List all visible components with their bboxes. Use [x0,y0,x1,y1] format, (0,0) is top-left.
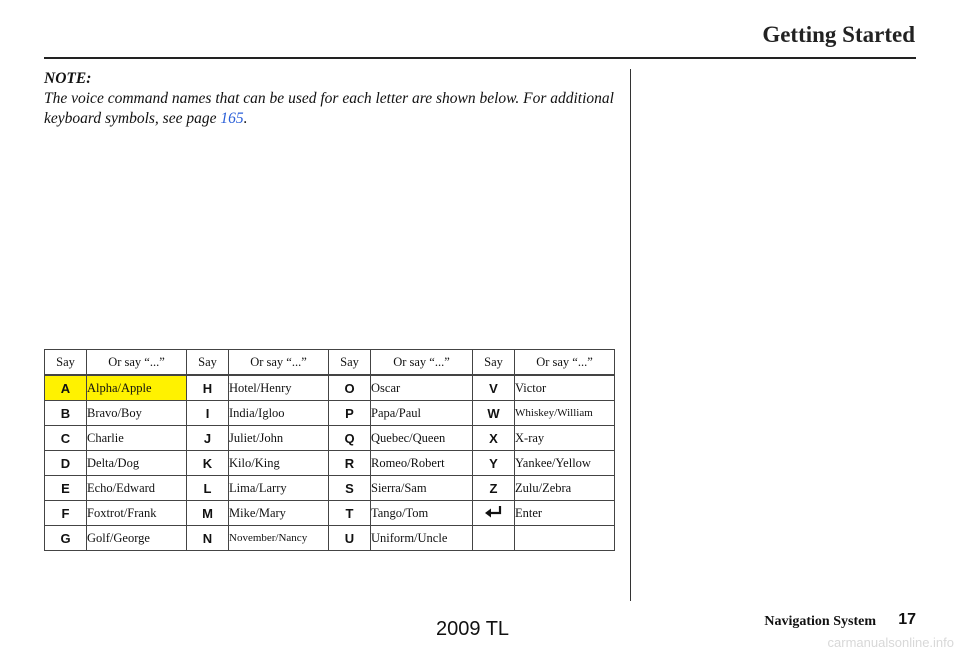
letter-f: F [45,501,87,526]
word-m: Mike/Mary [229,501,329,526]
letter-y: Y [473,451,515,476]
header-say: Say [473,350,515,376]
word-l: Lima/Larry [229,476,329,501]
note-block [44,69,624,129]
word-b: Bravo/Boy [87,401,187,426]
table-row [45,451,615,476]
word-f: Foxtrot/Frank [87,501,187,526]
word-c: Charlie [87,426,187,451]
table-row [45,476,615,501]
page-link[interactable]: 165 [220,110,244,127]
watermark: carmanualsonline.info [827,635,954,650]
letter-z: Z [473,476,515,501]
word-h: Hotel/Henry [229,375,329,401]
header-or-say: Or say “...” [515,350,615,376]
letter-j: J [187,426,229,451]
column-divider [630,69,631,601]
header-say: Say [187,350,229,376]
letter-a: A [45,375,87,401]
letter-t: T [329,501,371,526]
empty-cell [473,526,515,551]
footer-model: 2009 TL [436,618,510,640]
word-a: Alpha/Apple [87,375,187,401]
word-y: Yankee/Yellow [515,451,615,476]
table-row [45,401,615,426]
word-p: Papa/Paul [371,401,473,426]
word-x: X-ray [515,426,615,451]
note-heading: NOTE: [44,70,92,87]
table-header-row [45,350,615,376]
word-k: Kilo/King [229,451,329,476]
header-say: Say [45,350,87,376]
empty-cell [515,526,615,551]
table-row [45,426,615,451]
letter-m: M [187,501,229,526]
voice-letter-table [44,349,615,551]
letter-d: D [45,451,87,476]
word-g: Golf/George [87,526,187,551]
table-row [45,526,615,551]
word-w: Whiskey/William [515,401,615,426]
letter-p: P [329,401,371,426]
word-d: Delta/Dog [87,451,187,476]
word-q: Quebec/Queen [371,426,473,451]
table-row [45,501,615,526]
letter-u: U [329,526,371,551]
letter-s: S [329,476,371,501]
note-end: . [243,110,248,127]
word-o: Oscar [371,375,473,401]
section-title: Getting Started [762,22,915,47]
letter-x: X [473,426,515,451]
letter-n: N [187,526,229,551]
word-enter: Enter [515,501,615,526]
letter-l: L [187,476,229,501]
letter-g: G [45,526,87,551]
note-text: The voice command names that can be used for each letter are shown below. For additional keyboard symbols, see page [44,90,614,127]
page-number: 17 [898,611,916,628]
word-v: Victor [515,375,615,401]
word-r: Romeo/Robert [371,451,473,476]
enter-key-cell [473,501,515,526]
letter-i: I [187,401,229,426]
letter-w: W [473,401,515,426]
letter-h: H [187,375,229,401]
word-e: Echo/Edward [87,476,187,501]
word-t: Tango/Tom [371,501,473,526]
letter-r: R [329,451,371,476]
header-say: Say [329,350,371,376]
letter-q: Q [329,426,371,451]
footer-nav-label: Navigation System [764,614,876,629]
letter-c: C [45,426,87,451]
header-or-say: Or say “...” [229,350,329,376]
word-n: November/Nancy [229,526,329,551]
header-or-say: Or say “...” [371,350,473,376]
word-j: Juliet/John [229,426,329,451]
title-rule [44,57,916,59]
word-u: Uniform/Uncle [371,526,473,551]
word-i: India/Igloo [229,401,329,426]
header-or-say: Or say “...” [87,350,187,376]
word-z: Zulu/Zebra [515,476,615,501]
word-s: Sierra/Sam [371,476,473,501]
table-row [45,375,615,401]
letter-v: V [473,375,515,401]
letter-b: B [45,401,87,426]
letter-k: K [187,451,229,476]
letter-e: E [45,476,87,501]
letter-o: O [329,375,371,401]
enter-arrow-icon [484,506,504,518]
